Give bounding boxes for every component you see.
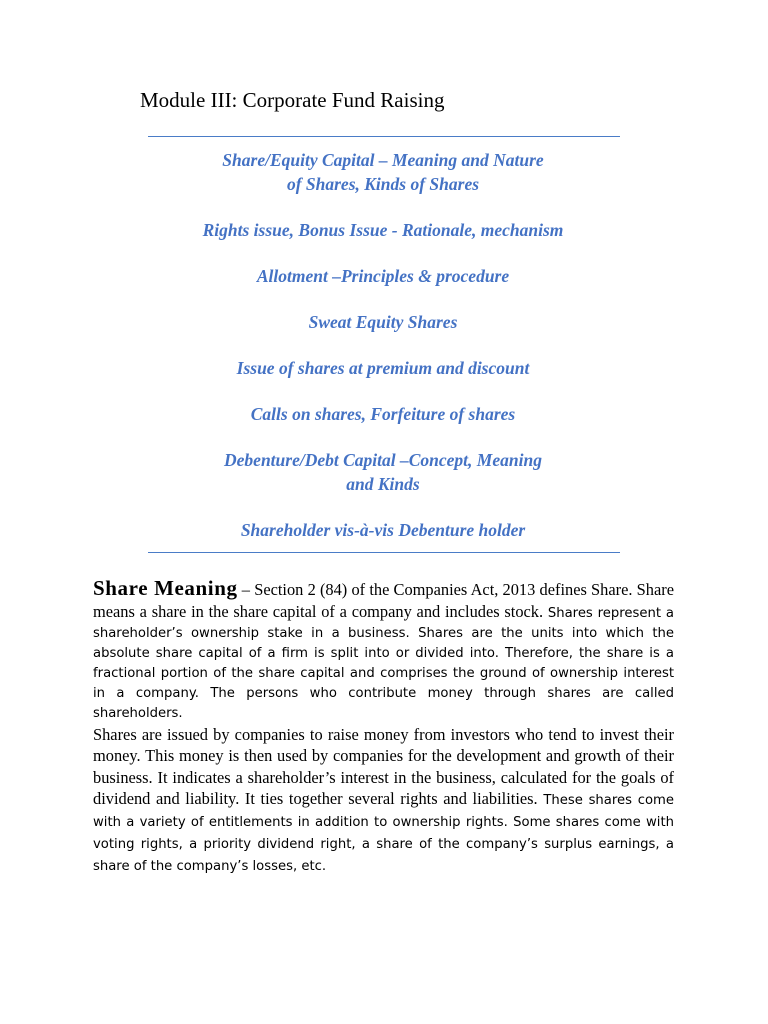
share-meaning-paragraph-2 (93, 724, 674, 879)
topic-item: Issue of shares at premium and discount (236, 358, 530, 378)
share-meaning-section (93, 578, 674, 878)
issuance-text: Shares are issued by companies to raise money from investors who tend to invest their money. This money is then used by companies for the development and growth of their business. It indicates a shareholder’s interest in the business, calculated for the goals of dividend and liability. It ties together several rights and liabilities. (93, 724, 674, 808)
share-meaning-paragraph-1 (93, 578, 674, 724)
section-heading: Share Meaning (93, 576, 238, 600)
topic-item: Rights issue, Bonus Issue - Rationale, mechanism (202, 220, 564, 240)
top-divider (148, 136, 620, 137)
definition-text: – Section 2 (84) of the Companies Act, 2013 defines Share. Share means a share in the share capital of a company and includes stock. (93, 580, 674, 621)
topic-item: Sweat Equity Shares (308, 312, 458, 332)
explanation-text: Shares represent a shareholder’s ownership stake in a business. Shares are the units into which the absolute share capital of a firm is split into or divided into. Therefore, the share is a fractional portion of the share capital and comprises the ground of ownership interest in a company. The persons who contribute money through shares are called shareholders. (93, 605, 675, 721)
topic-item: Debenture/Debt Capital –Concept, Meaning and Kinds (224, 450, 542, 494)
topic-list (148, 148, 618, 564)
topic-item: Allotment –Principles & procedure (256, 266, 510, 286)
topic-item: Shareholder vis-à-vis Debenture holder (240, 520, 526, 540)
topic-item: Calls on shares, Forfeiture of shares (250, 404, 516, 424)
bottom-divider (148, 552, 620, 553)
entitlements-text: These shares come with a variety of entitlements in addition to ownership rights. Some shares come with voting rights, a priority dividend right, a share of the company’s surplus earnings, a share of the company’s losses, etc. (93, 793, 674, 874)
topic-item: Share/Equity Capital – Meaning and Nature of Shares, Kinds of Shares (222, 150, 544, 194)
module-title: Module III: Corporate Fund Raising (140, 88, 445, 112)
